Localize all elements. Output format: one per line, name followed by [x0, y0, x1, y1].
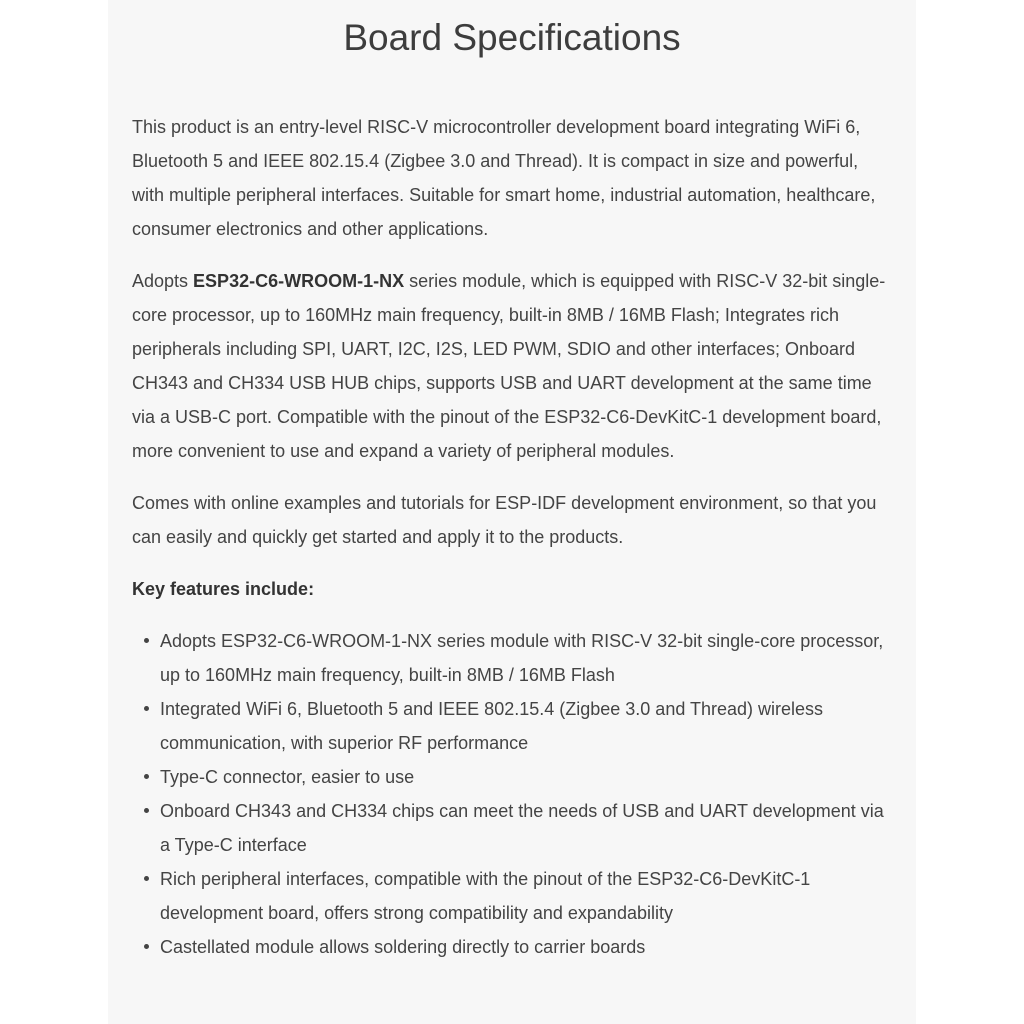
bullet-icon: [144, 808, 149, 813]
module-paragraph-prefix: Adopts: [132, 271, 194, 291]
spec-content: [132, 110, 892, 964]
feature-text: Onboard CH343 and CH334 chips can meet the needs of USB and UART development via a Type-C interface: [160, 801, 884, 855]
feature-text: Rich peripheral interfaces, compatible with the pinout of the ESP32-C6-DevKitC-1 development board, offers strong compatibility and expandability: [160, 869, 811, 923]
feature-item: [160, 862, 892, 930]
feature-item: [160, 930, 892, 964]
features-heading: Key features include:: [132, 579, 315, 599]
feature-item: [160, 624, 892, 692]
examples-paragraph: Comes with online examples and tutorials for ESP-IDF development environment, so that you can easily and quickly get started and apply it to the products.: [132, 493, 877, 547]
page-title: Board Specifications: [343, 17, 681, 58]
module-name: ESP32-C6-WROOM-1-NX: [193, 271, 405, 291]
feature-text: Integrated WiFi 6, Bluetooth 5 and IEEE 802.15.4 (Zigbee 3.0 and Thread) wireless communication, with superior RF performance: [160, 699, 824, 753]
feature-text: Castellated module allows soldering directly to carrier boards: [160, 937, 646, 957]
module-paragraph-suffix: series module, which is equipped with RISC-V 32-bit single-core processor, up to 160MHz main frequency, built-in 8MB / 16MB Flash; Integrates rich peripherals including SPI, UART, I2C, I2S, LED PWM, SDIO and other interfaces; Onboard CH343 and CH334 USB HUB chips, supports USB and UART development at the same time via a USB-C port. Compatible with the pinout of the ESP32-C6-DevKitC-1 development board, more convenient to use and expand a variety of peripheral modules.: [132, 271, 886, 461]
features-list: [132, 624, 892, 964]
feature-item: [160, 760, 892, 794]
feature-text: Type-C connector, easier to use: [160, 767, 415, 787]
bullet-icon: [144, 706, 149, 711]
bullet-icon: [144, 638, 149, 643]
feature-item: [160, 692, 892, 760]
bullet-icon: [144, 944, 149, 949]
bullet-icon: [144, 774, 149, 779]
intro-paragraph: This product is an entry-level RISC-V microcontroller development board integrating WiFi 6, Bluetooth 5 and IEEE 802.15.4 (Zigbee 3.0 and Thread). It is compact in size and powerful, with multiple peripheral interfaces. Suitable for smart home, industrial automation, healthcare, consumer electronics and other applications.: [132, 117, 876, 239]
spec-panel: [108, 0, 916, 1024]
bullet-icon: [144, 876, 149, 881]
module-paragraph: [132, 264, 892, 468]
feature-item: [160, 794, 892, 862]
feature-text: Adopts ESP32-C6-WROOM-1-NX series module with RISC-V 32-bit single-core processor, up to 160MHz main frequency, built-in 8MB / 16MB Flash: [160, 631, 884, 685]
